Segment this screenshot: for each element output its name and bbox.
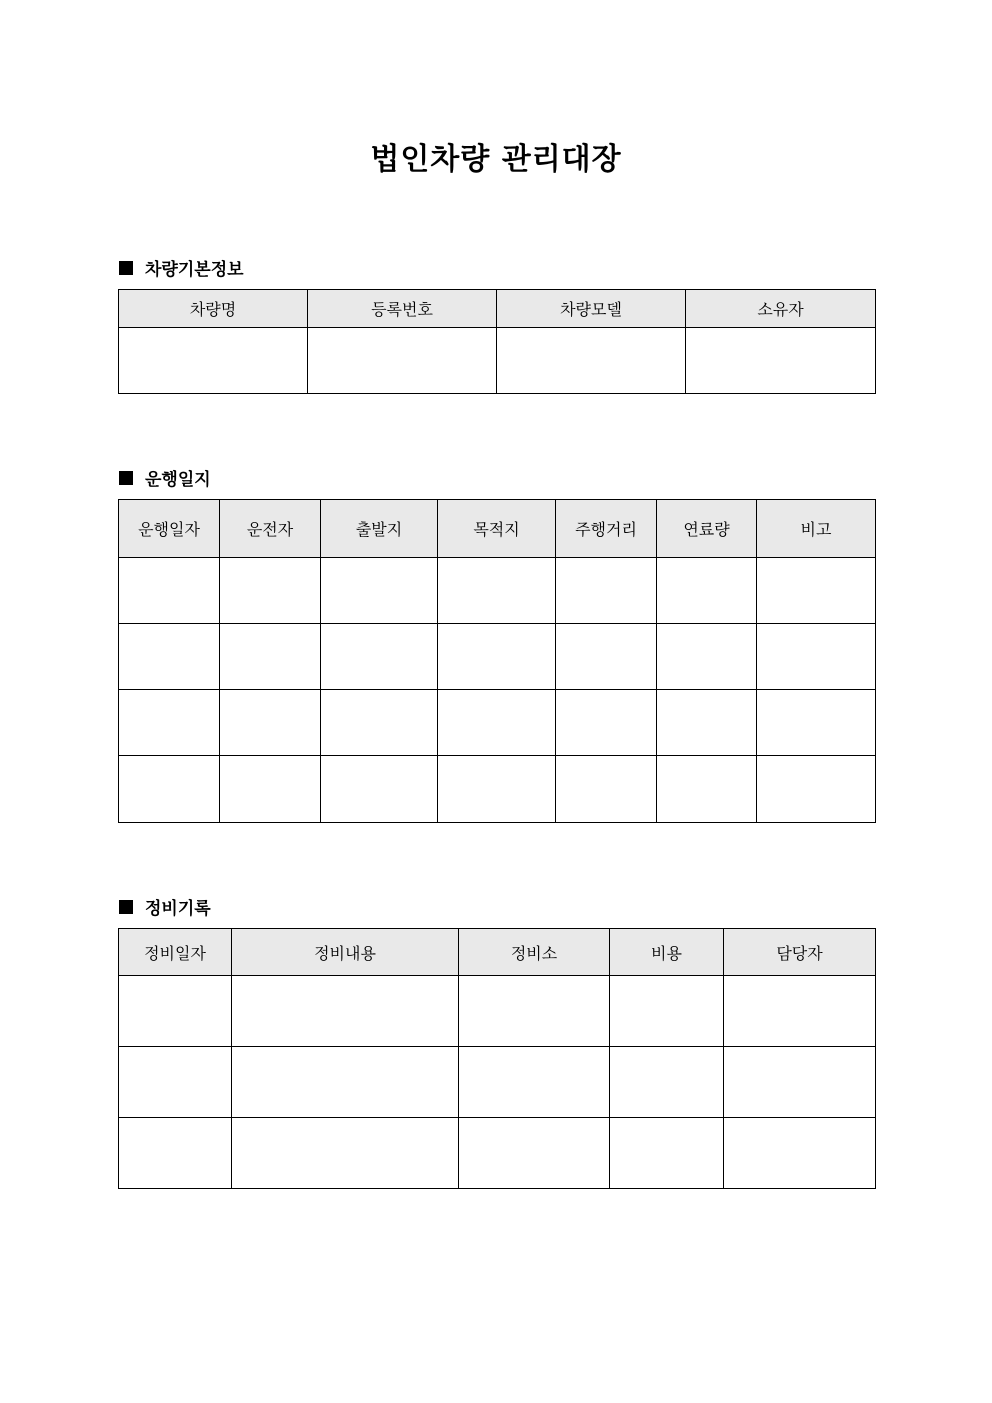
table-row	[119, 976, 876, 1047]
table-cell[interactable]	[220, 690, 321, 756]
table-row	[119, 690, 876, 756]
table-cell[interactable]	[497, 328, 686, 394]
table-row	[119, 1118, 876, 1189]
square-bullet-icon	[119, 471, 133, 485]
driving-log-table	[118, 499, 876, 823]
table-cell[interactable]	[724, 1047, 876, 1118]
document-title: 법인차량 관리대장	[370, 142, 622, 177]
column-header: 정비내용	[232, 929, 459, 976]
table-cell[interactable]	[321, 558, 438, 624]
section-title: 차량기본정보	[145, 260, 244, 280]
column-header: 연료량	[657, 500, 757, 558]
table-cell[interactable]	[459, 1118, 610, 1189]
section-title: 운행일지	[145, 470, 211, 490]
table-cell[interactable]	[232, 1118, 459, 1189]
column-header: 등록번호	[308, 290, 497, 328]
column-header: 정비소	[459, 929, 610, 976]
table-cell[interactable]	[459, 1047, 610, 1118]
table-row	[119, 756, 876, 823]
table-cell[interactable]	[556, 690, 657, 756]
column-header: 출발지	[321, 500, 438, 558]
table-cell[interactable]	[757, 558, 876, 624]
table-cell[interactable]	[220, 558, 321, 624]
table-cell[interactable]	[321, 690, 438, 756]
table-cell[interactable]	[438, 558, 556, 624]
table-cell[interactable]	[308, 328, 497, 394]
table-cell[interactable]	[657, 690, 757, 756]
table-cell[interactable]	[757, 756, 876, 823]
table-cell[interactable]	[657, 558, 757, 624]
column-header: 비용	[610, 929, 724, 976]
column-header: 차량모델	[497, 290, 686, 328]
table-row	[119, 328, 876, 394]
square-bullet-icon	[119, 900, 133, 914]
table-cell[interactable]	[610, 1047, 724, 1118]
table-cell[interactable]	[657, 756, 757, 823]
table-cell[interactable]	[119, 624, 220, 690]
column-header: 소유자	[686, 290, 876, 328]
table-cell[interactable]	[119, 558, 220, 624]
table-header-row	[119, 929, 876, 976]
table-cell[interactable]	[724, 976, 876, 1047]
table-cell[interactable]	[119, 976, 232, 1047]
table-cell[interactable]	[119, 756, 220, 823]
table-cell[interactable]	[724, 1118, 876, 1189]
column-header: 주행거리	[556, 500, 657, 558]
column-header: 목적지	[438, 500, 556, 558]
table-cell[interactable]	[232, 1047, 459, 1118]
table-header-row	[119, 500, 876, 558]
table-cell[interactable]	[556, 558, 657, 624]
table-cell[interactable]	[119, 1047, 232, 1118]
table-cell[interactable]	[657, 624, 757, 690]
table-cell[interactable]	[686, 328, 876, 394]
column-header: 운전자	[220, 500, 321, 558]
square-bullet-icon	[119, 261, 133, 275]
section-title: 정비기록	[145, 899, 211, 919]
table-cell[interactable]	[119, 690, 220, 756]
table-cell[interactable]	[220, 756, 321, 823]
column-header: 정비일자	[119, 929, 232, 976]
column-header: 운행일자	[119, 500, 220, 558]
maintenance-table	[118, 928, 876, 1189]
table-cell[interactable]	[757, 690, 876, 756]
table-cell[interactable]	[119, 328, 308, 394]
section-heading-maintenance	[119, 894, 211, 919]
table-cell[interactable]	[757, 624, 876, 690]
column-header: 차량명	[119, 290, 308, 328]
table-row	[119, 624, 876, 690]
table-cell[interactable]	[556, 624, 657, 690]
table-cell[interactable]	[459, 976, 610, 1047]
column-header: 비고	[757, 500, 876, 558]
table-cell[interactable]	[438, 690, 556, 756]
table-cell[interactable]	[321, 624, 438, 690]
table-cell[interactable]	[610, 976, 724, 1047]
vehicle-info-table	[118, 289, 876, 394]
section-heading-vehicle	[119, 255, 244, 280]
table-cell[interactable]	[610, 1118, 724, 1189]
table-row	[119, 1047, 876, 1118]
table-cell[interactable]	[556, 756, 657, 823]
table-cell[interactable]	[438, 756, 556, 823]
table-header-row	[119, 290, 876, 328]
table-cell[interactable]	[220, 624, 321, 690]
table-cell[interactable]	[321, 756, 438, 823]
section-heading-log	[119, 465, 211, 490]
table-cell[interactable]	[232, 976, 459, 1047]
table-cell[interactable]	[119, 1118, 232, 1189]
column-header: 담당자	[724, 929, 876, 976]
table-cell[interactable]	[438, 624, 556, 690]
table-row	[119, 558, 876, 624]
